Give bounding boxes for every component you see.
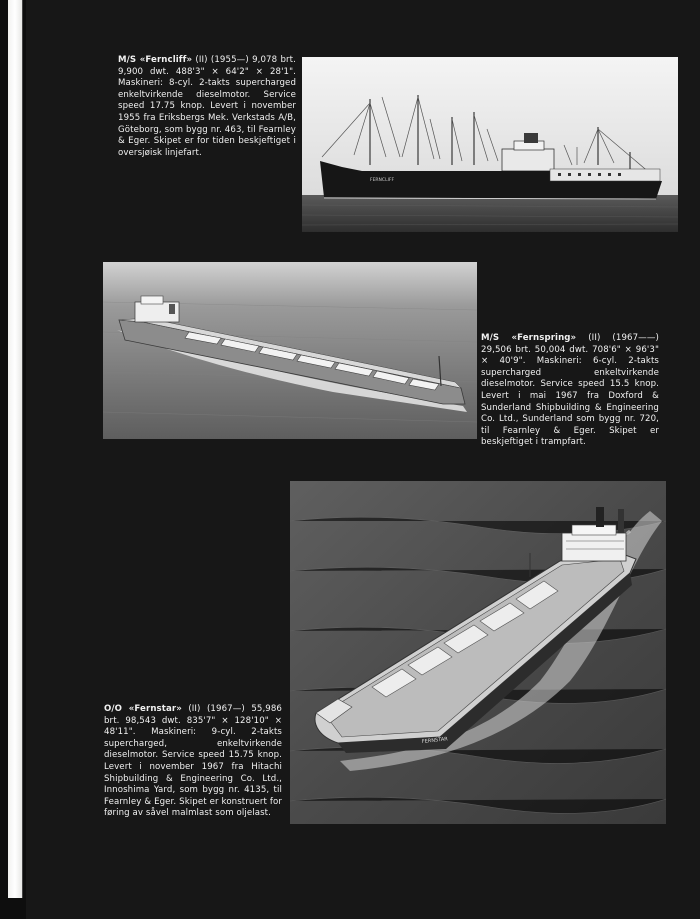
hull-name-ferncliff: FERNCLIFF bbox=[370, 178, 395, 183]
ship-name-ferncliff: M/S «Ferncliff» bbox=[118, 55, 193, 65]
ship-details-fernstar: (II) (1967—) 55,986 brt. 98,543 dwt. 835'7" × 128'10" × 48'11". Maskineri: 9-cyl. 2-takts supercharged, enkeltvirkende dieselmotor. Service speed 15.75 knop. Levert i november 1967 fra Hitachi Shipbuilding & Engineering Co. Ltd., Innoshima Yard, som bygg nr. 4135, til Fearnley & Eger. Skipet er konstruert for føring av såvel malmlast som oljelast. bbox=[104, 704, 282, 819]
page-binding-edge bbox=[0, 0, 26, 919]
ship-details-fernspring: (II) (1967——) 29,506 brt. 50,004 dwt. 708'6" × 96'3" × 40'9". Maskineri: 6-cyl. 2-takts supercharged enkeltvirkende dieselmotor. Service speed 15.5 knop. Levert i mai 1967 fra Doxford & Sunderland Shipbuilding & Engineering Co. Ltd., Sunderland som bygg nr. 720, til Fearnley & Eger. Skipet er beskjeftiget i trampfart. bbox=[481, 333, 659, 448]
hull-name-fernstar: FERNSTAR bbox=[421, 736, 449, 745]
photo-fernstar bbox=[290, 481, 666, 824]
photo-ferncliff bbox=[302, 57, 678, 232]
ship-name-fernspring: M/S «Fernspring» bbox=[481, 333, 577, 343]
ship-details-ferncliff: (II) (1955—) 9,078 brt. 9,900 dwt. 488'3" × 64'2" × 28'1". Maskineri: 8-cyl. 2-takts supercharged enkeltvirkende dieselmotor. Service speed 17.75 knop. Levert i november 1955 fra Eriksbergs Mek. Verkstads A/B, Göteborg, som bygg nr. 463, til Fearnley & Eger. Skipet er for tiden beskjeftiget i oversjøisk linjefart. bbox=[118, 55, 296, 158]
ship-name-fernstar: O/O «Fernstar» bbox=[104, 704, 182, 714]
caption-fernstar bbox=[104, 704, 282, 820]
photo-fernspring bbox=[103, 262, 477, 439]
page-edge-paper bbox=[8, 0, 23, 898]
caption-fernspring bbox=[481, 333, 659, 449]
caption-ferncliff bbox=[118, 55, 296, 159]
